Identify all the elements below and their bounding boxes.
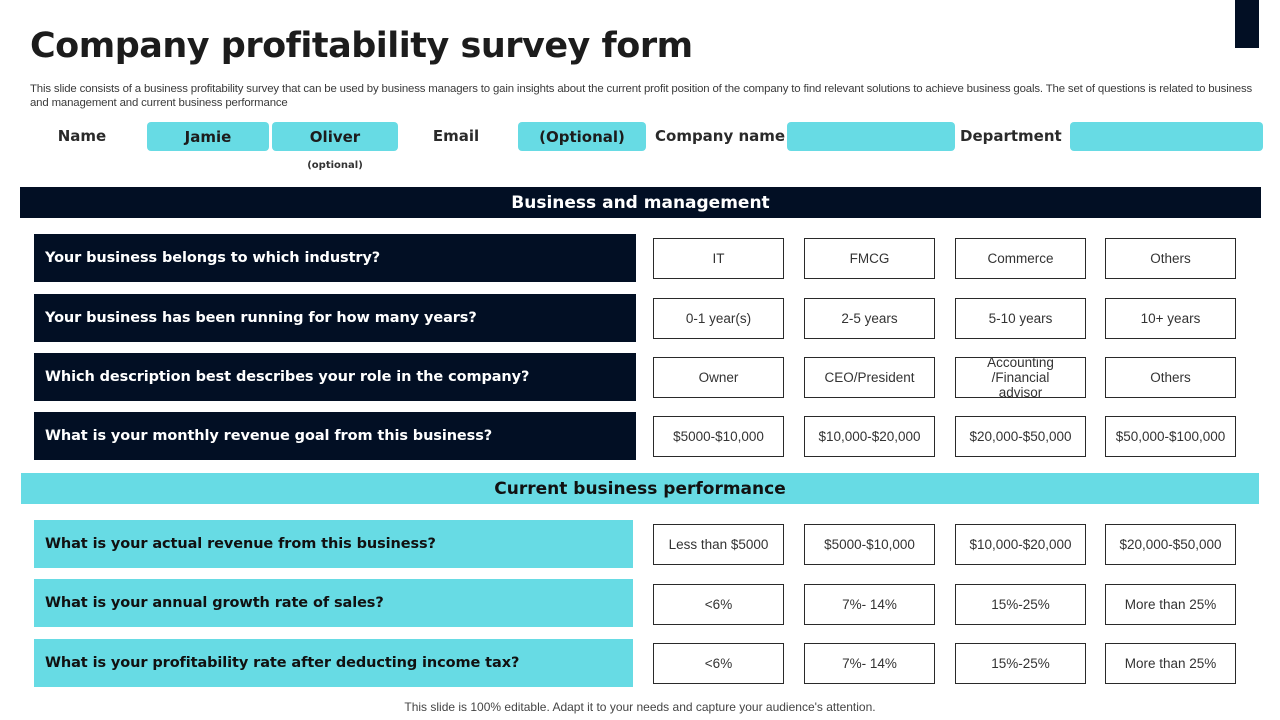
option-profit-15-25[interactable]: 15%-25%	[955, 643, 1086, 684]
option-goal-20k-50k[interactable]: $20,000-$50,000	[955, 416, 1086, 457]
option-revenue-10k-20k[interactable]: $10,000-$20,000	[955, 524, 1086, 565]
question-industry: Your business belongs to which industry?	[34, 234, 636, 282]
option-years-0-1[interactable]: 0-1 year(s)	[653, 298, 784, 339]
option-goal-10k-20k[interactable]: $10,000-$20,000	[804, 416, 935, 457]
option-goal-5k-10k[interactable]: $5000-$10,000	[653, 416, 784, 457]
option-growth-7-14[interactable]: 7%- 14%	[804, 584, 935, 625]
section-header-current-performance: Current business performance	[21, 473, 1259, 504]
option-years-5-10[interactable]: 5-10 years	[955, 298, 1086, 339]
question-profitability-rate: What is your profitability rate after deducting income tax?	[34, 639, 633, 687]
last-name-field[interactable]: Oliver	[272, 122, 398, 151]
first-name-field[interactable]: Jamie	[147, 122, 269, 151]
question-growth-rate: What is your annual growth rate of sales?	[34, 579, 633, 627]
corner-accent	[1235, 0, 1259, 48]
option-growth-over-25[interactable]: More than 25%	[1105, 584, 1236, 625]
section-header-business-management: Business and management	[20, 187, 1261, 218]
option-revenue-less-5k[interactable]: Less than $5000	[653, 524, 784, 565]
option-growth-15-25[interactable]: 15%-25%	[955, 584, 1086, 625]
question-revenue-goal: What is your monthly revenue goal from this business?	[34, 412, 636, 460]
name-label: Name	[57, 127, 107, 145]
company-name-field[interactable]	[787, 122, 955, 151]
last-name-optional-note: (optional)	[307, 160, 363, 171]
company-name-label: Company name	[655, 127, 786, 145]
email-label: Email	[432, 127, 480, 145]
option-revenue-20k-50k[interactable]: $20,000-$50,000	[1105, 524, 1236, 565]
footer-note: This slide is 100% editable. Adapt it to your needs and capture your audience's attention.	[404, 700, 876, 714]
email-field[interactable]: (Optional)	[518, 122, 646, 151]
option-years-10-plus[interactable]: 10+ years	[1105, 298, 1236, 339]
question-years-running: Your business has been running for how many years?	[34, 294, 636, 342]
department-field[interactable]	[1070, 122, 1263, 151]
option-industry-fmcg[interactable]: FMCG	[804, 238, 935, 279]
page-description: This slide consists of a business profitability survey that can be used by business managers to gain insights about the current profit position of the company to find relevant solutions to achieve business goals. The set of questions is related to business and management and current business performance	[30, 83, 1253, 109]
option-profit-7-14[interactable]: 7%- 14%	[804, 643, 935, 684]
question-role: Which description best describes your role in the company?	[34, 353, 636, 401]
option-industry-commerce[interactable]: Commerce	[955, 238, 1086, 279]
option-industry-it[interactable]: IT	[653, 238, 784, 279]
option-goal-50k-100k[interactable]: $50,000-$100,000	[1105, 416, 1236, 457]
option-role-others[interactable]: Others	[1105, 357, 1236, 398]
option-years-2-5[interactable]: 2-5 years	[804, 298, 935, 339]
option-growth-under-6[interactable]: <6%	[653, 584, 784, 625]
option-revenue-5k-10k[interactable]: $5000-$10,000	[804, 524, 935, 565]
department-label: Department	[960, 127, 1062, 145]
page-title: Company profitability survey form	[30, 26, 693, 66]
option-profit-over-25[interactable]: More than 25%	[1105, 643, 1236, 684]
option-role-ceo-president[interactable]: CEO/President	[804, 357, 935, 398]
option-industry-others[interactable]: Others	[1105, 238, 1236, 279]
option-role-owner[interactable]: Owner	[653, 357, 784, 398]
option-role-accounting-advisor[interactable]: Accounting /Financial advisor	[955, 357, 1086, 398]
question-actual-revenue: What is your actual revenue from this business?	[34, 520, 633, 568]
option-profit-under-6[interactable]: <6%	[653, 643, 784, 684]
